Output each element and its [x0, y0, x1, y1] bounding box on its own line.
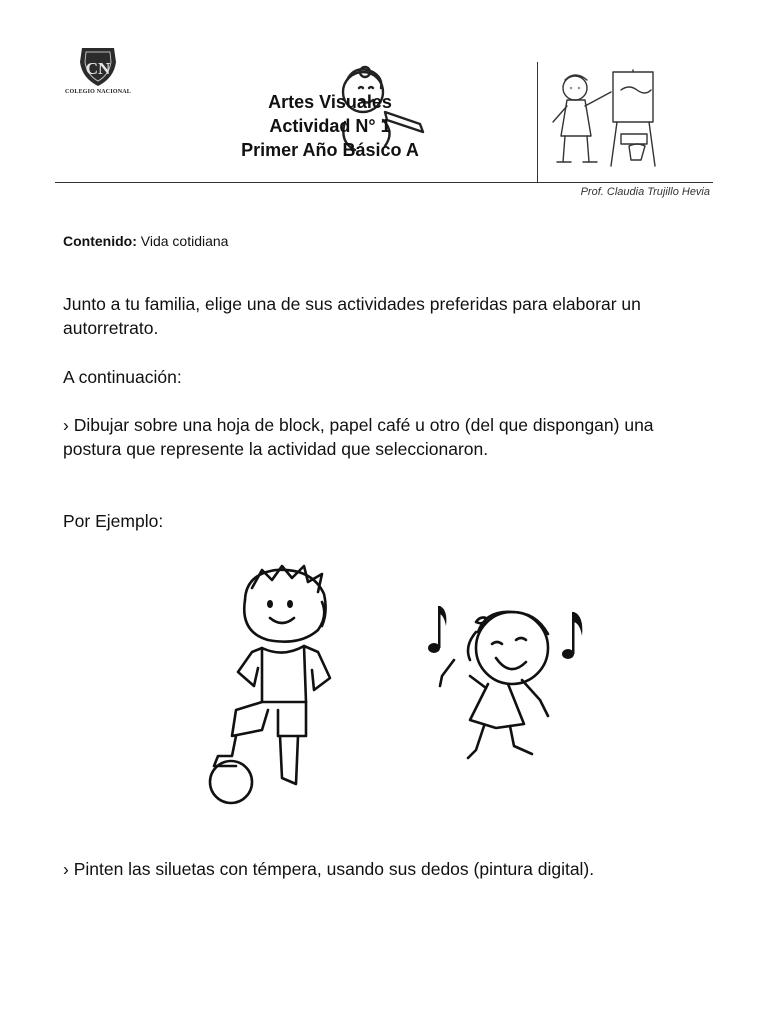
svg-text:CN: CN [85, 59, 111, 78]
instruction-paragraph: Junto a tu familia, elige una de sus actividades preferidas para elaborar un autorretrato. [63, 294, 641, 338]
boy-eyes [267, 600, 293, 608]
school-logo [58, 44, 138, 106]
continuation-heading: A continuación: [63, 367, 182, 387]
child-painting-illustration [545, 66, 670, 171]
subject-title: Artes Visuales [268, 92, 392, 112]
example-heading: Por Ejemplo: [63, 511, 164, 531]
shield-icon [76, 44, 120, 88]
content-label: Contenido: [63, 233, 137, 249]
girl-dancing-illustration [440, 612, 548, 758]
painting-instruction: › Pinten las siluetas con témpera, usando sus dedos (pintura digital). [63, 859, 595, 879]
teacher-name: Prof. Claudia Trujillo Hevia [580, 186, 710, 198]
logo-caption: COLEGIO NACIONAL [64, 89, 132, 95]
content-line [63, 229, 713, 253]
title-block [200, 90, 460, 162]
header-vertical-divider [537, 62, 538, 182]
drawing-instruction: › Dibujar sobre una hoja de block, papel café u otro (del que dispongan) una postura que represente la actividad que seleccionaron. [63, 415, 654, 459]
grade-title: Primer Año Básico A [241, 140, 419, 160]
content-value: Vida cotidiana [140, 233, 229, 249]
header-divider [55, 182, 713, 183]
example-illustrations [0, 560, 768, 820]
activity-title: Actividad N° 1 [269, 116, 391, 136]
